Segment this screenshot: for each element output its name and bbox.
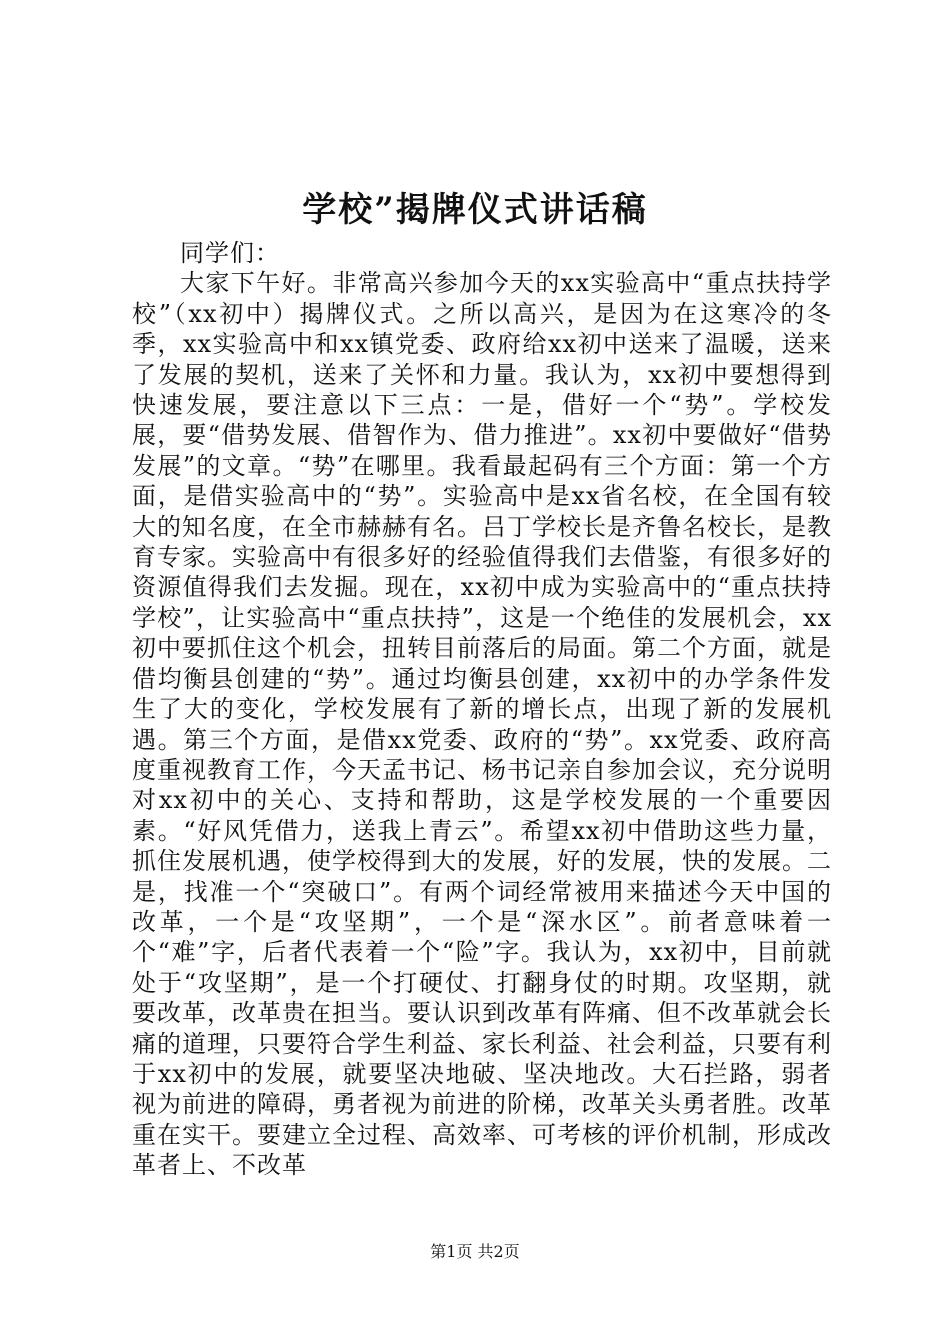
document-title: 学校”揭牌仪式讲话稿 bbox=[302, 190, 648, 230]
body-paragraph: 大家下午好。非常高兴参加今天的xx实验高中“重点扶持学校”（xx初中）揭牌仪式。之所以高兴，是因为在这寒冷的冬季，xx实验高中和xx镇党委、政府给xx初中送来了温暖，送来了发展的契机，送来了关怀和力量。我认为，xx初中要想得到快速发展，要注意以下三点：一是，借好一个“势”。学校发展，要“借势发展、借智作为、借力推进”。xx初中要做好“借势发展”的文章。“势”在哪里。我看最起码有三个方面：第一个方面，是借实验高中的“势”。实验高中是xx省名校，在全国有较大的知名度，在全市赫赫有名。吕丁学校长是齐鲁名校长，是教育专家。实验高中有很多好的经验值得我们去借鉴，有很多好的资源值得我们去发掘。现在，xx初中成为实验高中的“重点扶持学校”，让实验高中“重点扶持”，这是一个绝佳的发展机会，xx初中要抓住这个机会，扭转目前落后的局面。第二个方面，就是借均衡县创建的“势”。通过均衡县创建，xx初中的办学条件发生了大的变化，学校发展有了新的增长点，出现了新的发展机遇。第三个方面，是借xx党委、政府的“势”。xx党委、政府高度重视教育工作，今天孟书记、杨书记亲自参加会议，充分说明对xx初中的关心、支持和帮助，这是学校发展的一个重要因素。“好风凭借力，送我上青云”。希望xx初中借助这些力量，抓住发展机遇，使学校得到大的发展，好的发展，快的发展。二是，找准一个“突破口”。有两个词经常被用来描述今天中国的改革，一个是“攻坚期”，一个是“深水区”。前者意味着一个“难”字，后者代表着一个“险”字。我认为，xx初中，目前就处于“攻坚期”，是一个打硬仗、打翻身仗的时期。攻坚期，就要改革，改革贵在担当。要认识到改革有阵痛、但不改革就会长痛的道理，只要符合学生利益、家长利益、社会利益，只要有利于xx初中的发展，就要坚决地破、坚决地改。大石拦路，弱者视为前进的障碍，勇者视为前进的阶梯，改革关头勇者胜。改革重在实干。要建立全过程、高效率、可考核的评价机制，形成改革者上、不改革 bbox=[132, 269, 832, 1180]
salutation: 同学们： bbox=[180, 239, 280, 267]
page-footer: 第1页 共2页 bbox=[430, 1242, 520, 1261]
document-body bbox=[132, 238, 832, 1181]
